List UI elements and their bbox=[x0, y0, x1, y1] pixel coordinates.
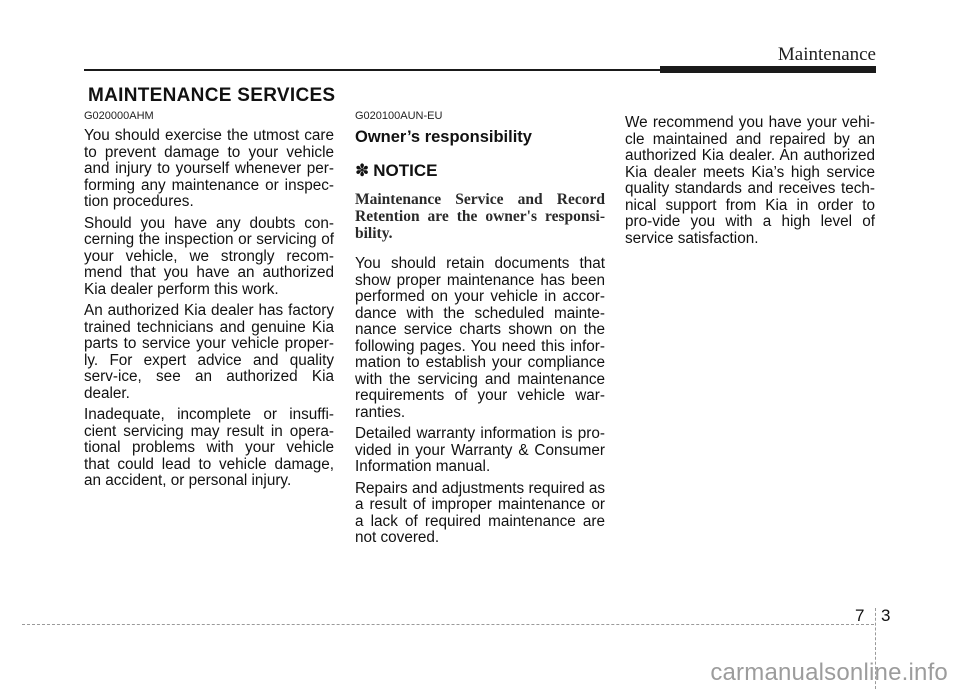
paragraph: Should you have any doubts con-cerning the inspection or servicing of your vehicle, we strongly recom-mend that you have an authorized Kia dealer perform this work. bbox=[84, 214, 334, 298]
notice-title: NOTICE bbox=[373, 161, 438, 180]
notice-body: Maintenance Service and Record Retention are the owner's responsi-bility. bbox=[355, 191, 605, 242]
paragraph: You should exercise the utmost care to prevent damage to your vehicle and injury to yourself whenever per-forming any maintenance or inspec-tion procedures. bbox=[84, 127, 334, 210]
running-header-title: Maintenance bbox=[777, 44, 876, 65]
chapter-number: 7 bbox=[855, 606, 865, 625]
column-1 bbox=[84, 110, 334, 495]
paragraph: We recommend you have your vehi-cle maintained and repaired by an authorized Kia dealer. An authorized Kia dealer meets Kia’s high service quality standards and receives tech-nical support from Kia in order to pro-vide you with a high level of service satisfaction. bbox=[625, 114, 875, 247]
header-bar bbox=[660, 66, 876, 73]
paragraph: Detailed warranty information is pro-vided in your Warranty & Consumer Information manual. bbox=[355, 425, 605, 475]
footer-dashed-rule bbox=[22, 624, 874, 625]
notice-asterisk-icon: ✽ bbox=[355, 161, 370, 180]
watermark-text: carmanualsonline.info bbox=[710, 659, 948, 686]
section-code: G020100AUN-EU bbox=[355, 110, 443, 122]
header-rule bbox=[84, 69, 660, 71]
column-3 bbox=[625, 115, 875, 252]
notice-heading bbox=[355, 161, 605, 181]
section-code: G020000AHM bbox=[84, 110, 154, 122]
page-number: 3 bbox=[881, 606, 891, 625]
section-title: MAINTENANCE SERVICES bbox=[88, 85, 336, 106]
paragraph: Repairs and adjustments required as a result of improper maintenance or a lack of required maintenance are not covered. bbox=[355, 479, 605, 546]
column-2 bbox=[355, 110, 605, 552]
paragraph: You should retain documents that show proper maintenance has been performed on your vehicle in accor-dance with the scheduled mainte-nance service charts shown on the following pages. You need this infor-mation to establish your compliance with the servicing and maintenance requirements of your vehicle war-ranties. bbox=[355, 255, 605, 421]
paragraph: An authorized Kia dealer has factory trained technicians and genuine Kia parts to service your vehicle proper-ly. For expert advice and quality serv-ice, see an authorized Kia dealer. bbox=[84, 302, 334, 402]
paragraph: Inadequate, incomplete or insuffi-cient servicing may result in opera-tional problems with your vehicle that could lead to vehicle damage, an accident, or personal injury. bbox=[84, 406, 334, 489]
subsection-title: Owner’s responsibility bbox=[355, 128, 532, 146]
